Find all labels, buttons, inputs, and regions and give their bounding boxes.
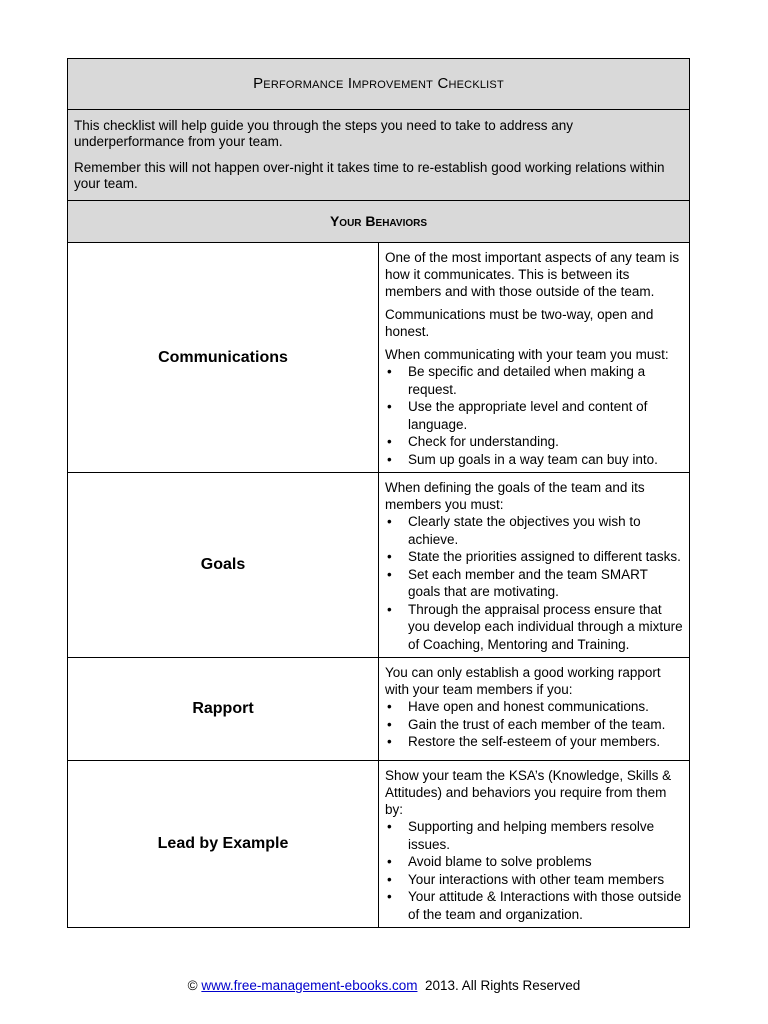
label-cell-communications [68,243,379,473]
bullet-icon: • [387,734,392,749]
title-row [68,59,690,110]
content-cell-goals [379,473,690,658]
communications-para-3: When communicating with your team you must: [385,347,669,362]
list-item [385,601,683,654]
bullet-text: Have open and honest communications. [408,699,649,714]
row-communications [68,243,690,473]
intro-paragraph-2: Remember this will not happen over-night it takes time to re-establish good working relations within your team. [74,160,665,191]
list-item [385,363,683,398]
bullet-icon: • [387,566,392,582]
content-cell-communications [379,243,690,473]
bullet-text: Restore the self-esteem of your members. [408,734,661,749]
list-item [385,888,683,923]
bullet-icon: • [387,601,392,617]
bullet-icon: • [387,399,392,414]
label-cell-goals [68,473,379,658]
bullet-icon: • [387,819,392,834]
title-cell [68,59,690,110]
row-rapport [68,658,690,761]
lead-bullet-list [385,818,683,923]
bullet-icon: • [387,364,392,379]
bullet-icon: • [387,514,392,529]
bullet-text: Be specific and detailed when making a request. [408,364,646,397]
intro-cell [68,110,690,201]
label-communications: Communications [158,348,288,366]
intro-paragraph-1: This checklist will help guide you through the steps you need to take to address any underperformance from your team. [74,118,574,149]
label-cell-rapport [68,658,379,761]
bullet-text: Sum up goals in a way team can buy into. [408,451,658,467]
communications-para-2: Communications must be two-way, open and honest. [385,307,654,339]
bullet-text: State the priorities assigned to different tasks. [408,549,681,564]
lead-intro: Show your team the KSA’s (Knowledge, Skills & Attitudes) and behaviors you require from them by: [385,768,672,817]
intro-row [68,110,690,201]
list-item [385,451,683,469]
bullet-text: Your interactions with other team members [408,871,665,887]
page-title: Performance Improvement Checklist [253,75,504,92]
bullet-text: Check for understanding. [408,434,559,449]
bullet-icon: • [387,451,392,467]
bullet-icon: • [387,889,392,904]
section-heading-cell [68,201,690,243]
bullet-text: Gain the trust of each member of the team. [408,716,666,732]
rapport-intro: You can only establish a good working rapport with your team members if you: [385,665,661,697]
bullet-icon: • [387,716,392,732]
bullet-icon: • [387,549,392,564]
list-item [385,566,683,601]
list-item [385,871,683,889]
bullet-text: Set each member and the team SMART goals that are motivating. [408,566,648,599]
copyright-symbol: © [187,978,198,993]
list-item [385,733,683,751]
bullet-icon: • [387,854,392,869]
footer-rights-text: 2013. All Rights Reserved [424,978,581,993]
row-goals [68,473,690,658]
communications-para-1: One of the most important aspects of any team is how it communicates. This is between its members and with those outside of the team. [385,250,680,299]
label-lead-by-example: Lead by Example [157,835,289,852]
label-goals: Goals [200,556,246,573]
content-cell-lead-by-example [379,761,690,928]
list-item [385,548,683,566]
bullet-text: Avoid blame to solve problems [408,854,592,869]
bullet-text: Supporting and helping members resolve issues. [408,819,655,852]
bullet-icon: • [387,434,392,449]
section-heading-row [68,201,690,243]
checklist-table [67,58,690,928]
list-item [385,398,683,433]
list-item [385,698,683,716]
goals-intro: When defining the goals of the team and its members you must: [385,480,645,512]
footer-website-link[interactable]: www.free-management-ebooks.com [201,978,418,993]
list-item [385,818,683,853]
content-cell-rapport [379,658,690,761]
goals-bullet-list [385,513,683,653]
bullet-text: Use the appropriate level and content of language. [408,399,648,432]
bullet-text: Your attitude & Interactions with those outside of the team and organization. [408,889,682,922]
section-heading: Your Behaviors [329,212,428,229]
label-cell-lead-by-example [68,761,379,928]
list-item [385,853,683,871]
label-rapport: Rapport [192,700,254,717]
bullet-text: Through the appraisal process ensure that you develop each individual through a mixture of Coaching, Mentoring and Training. [408,601,683,652]
rapport-bullet-list [385,698,683,751]
row-lead-by-example [68,761,690,928]
bullet-icon: • [387,871,392,887]
footer [0,978,768,993]
list-item [385,433,683,451]
communications-bullet-list [385,363,683,468]
list-item [385,513,683,548]
list-item [385,716,683,734]
bullet-text: Clearly state the objectives you wish to achieve. [408,514,641,547]
bullet-icon: • [387,699,392,714]
